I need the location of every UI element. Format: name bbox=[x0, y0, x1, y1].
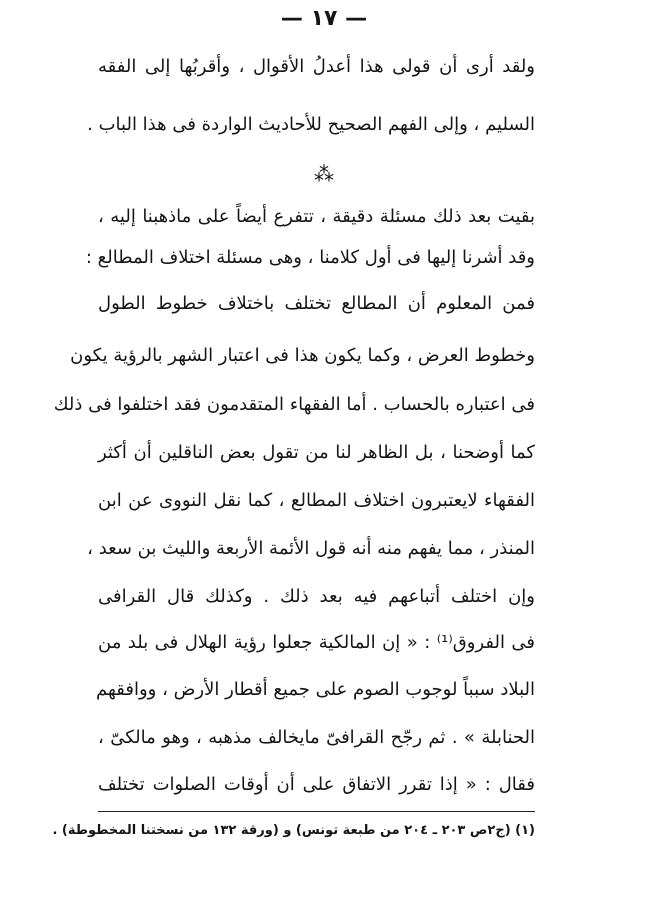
text-line: المنذر ، مما يفهم منه أنه قول الأئمة الأربعة والليث بن سعد ، bbox=[87, 538, 535, 559]
text-line: الحنابلة » . ثم رجّح القرافىّ مايخالف مذهبه ، وهو مالكىّ ، bbox=[98, 727, 535, 748]
section-ornament: ⁂ bbox=[314, 162, 334, 186]
text-line: فى الفروق⁽¹⁾ : « إن المالكية جعلوا رؤية الهلال فى بلد من bbox=[98, 632, 535, 653]
text-line: وإن اختلف أتباعهم فيه بعد ذلك . وكذلك قال القرافى bbox=[98, 586, 535, 607]
text-line: وقد أشرنا إليها فى أول كلامنا ، وهى مسئلة اختلاف المطالع : bbox=[85, 247, 535, 268]
footnote-separator bbox=[98, 811, 535, 812]
text-line: فمن المعلوم أن المطالع تختلف باختلاف خطوط الطول bbox=[98, 293, 535, 314]
text-line: فقال : « إذا تقرر الاتفاق على أن أوقات الصلوات تختلف bbox=[98, 774, 535, 795]
text-line: كما أوضحنا ، بل الظاهر لنا من تقول بعض الناقلين أن أكثر bbox=[98, 442, 535, 463]
text-line: فى اعتباره بالحساب . أما الفقهاء المتقدمون فقد اختلفوا فى ذلك bbox=[53, 394, 535, 415]
text-line: وخطوط العرض ، وكما يكون هذا فى اعتبار الشهر بالرؤية يكون bbox=[70, 345, 535, 366]
text-line: السليم ، وإلى الفهم الصحيح للأحاديث الواردة فى هذا الباب . bbox=[87, 114, 535, 135]
text-line: بقيت بعد ذلك مسئلة دقيقة ، تتفرع أيضاً على ماذهبنا إليه ، bbox=[98, 206, 535, 227]
text-line: البلاد سبباً لوجوب الصوم على جميع أقطار الأرض ، ووافقهم bbox=[96, 679, 535, 700]
page-number: — ١٧ — bbox=[280, 6, 368, 31]
text-line: الفقهاء لايعتبرون اختلاف المطالع ، كما نقل النووى عن ابن bbox=[98, 490, 535, 511]
text-line: ولقد أرى أن قولى هذا أعدلُ الأقوال ، وأقربُها إلى الفقه bbox=[98, 56, 535, 77]
footnote: (١) (ج٢ص ٢٠٣ ـ ٢٠٤ من طبعة تونس) و (ورقة ١٣٢ من نسختنا المخطوطة) . bbox=[52, 823, 535, 838]
